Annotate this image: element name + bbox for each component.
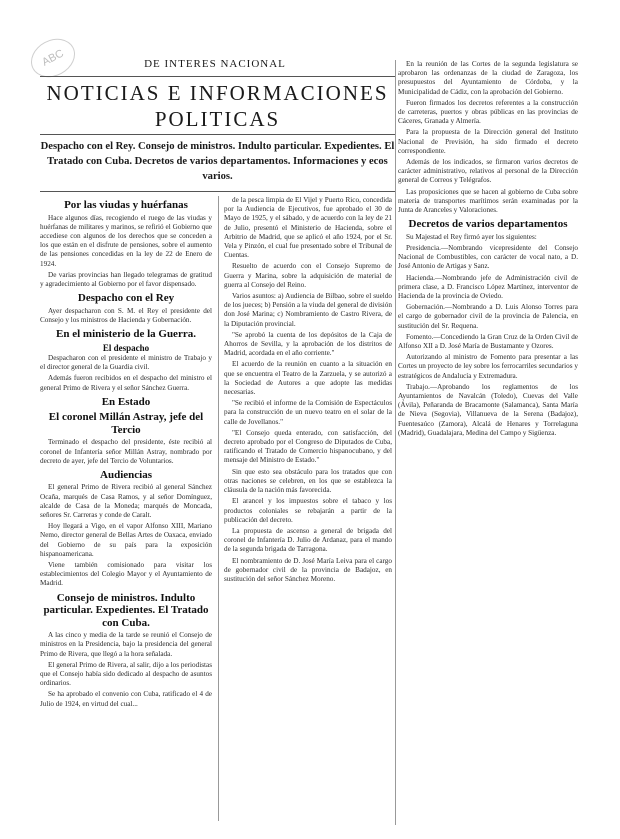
article-paragraph: Fomento.—Concediendo la Gran Cruz de la Orden Civil de Alfonso XII a D. José María de Bustamante y Ozores. bbox=[398, 332, 578, 350]
section-heading: DE INTERES NACIONAL bbox=[144, 58, 286, 70]
article-paragraph: La propuesta de ascenso a general de brigada del coronel de Infantería D. Julio de Ardanaz, para el mando de la segunda brigada de Tarragona. bbox=[224, 526, 392, 554]
article-paragraph: Además fueron recibidos en el despacho del ministro el general Primo de Rivera y el señor Sánchez Guerra. bbox=[40, 374, 212, 392]
column-2 bbox=[224, 196, 392, 826]
title-rule-top bbox=[40, 76, 395, 77]
article-paragraph: Viene también comisionado para visitar los establecimientos del Colegio Mayor y el Ayuntamiento de Madrid. bbox=[40, 561, 212, 588]
article-paragraph: Varios asuntos: a) Audiencia de Bilbao, sobre el sueldo de los jueces; b) Pensión a la viuda del general de división don José Marina; c) Nombramiento de Castro Rivera, de la Diputación provincial. bbox=[224, 292, 392, 328]
article-paragraph: Se ha aprobado el convenio con Cuba, ratificado el 4 de Julio de 1924, en virtud del cual... bbox=[40, 690, 212, 708]
article-paragraph: "Se recibió el informe de la Comisión de Espectáculos para la construcción de un nuevo teatro en el solar de la calle de Jovellanos." bbox=[224, 399, 392, 426]
article-paragraph: Ayer despacharon con S. M. el Rey el presidente del Consejo y los ministros de Hacienda y Gobernación. bbox=[40, 306, 212, 324]
article-paragraph: Despacharon con el presidente el ministro de Trabajo y el director general de la Guardia civil. bbox=[40, 354, 212, 372]
article-paragraph: El general Primo de Rivera recibió al general Sánchez Ocaña, marqués de Casa Ramos, y al señor Domínguez, alcalde de Casa de la Moneda; marqués de Moncada, señores Sr. Carreras y conde de Caralt. bbox=[40, 483, 212, 520]
article-paragraph: Presidencia.—Nombrando vicepresidente del Consejo Nacional de Combustibles, con carácter de vocal nato, a D. José Antonio de Artigas y Sanz. bbox=[398, 243, 578, 271]
article-paragraph: Fueron firmados los decretos referentes a la construcción de carreteras, puertos y obras públicas en las provincias de Cáceres, Granada y Almería. bbox=[398, 98, 578, 126]
article-paragraph: "Se aprobó la cuenta de los depósitos de la Caja de Ahorros de Sevilla, y la aprobación de los distritos de Madrid, acordada en el año corriente." bbox=[224, 330, 392, 358]
article-paragraph: Además de los indicados, se firmaron varios decretos de carácter administrativo, relativos al personal de la Dirección general de Correos y Telégrafos. bbox=[398, 158, 578, 185]
article-paragraph: El general Primo de Rivera, al salir, dijo a los periodistas que el Consejo había sido dedicado al despacho de asuntos ordinarios. bbox=[40, 660, 212, 688]
heading-viudas: Por las viudas y huérfanas bbox=[64, 199, 188, 211]
heading-despacho-rey: Despacho con el Rey bbox=[77, 292, 175, 305]
column-1 bbox=[40, 196, 212, 821]
article-paragraph: El acuerdo de la reunión en cuanto a la situación en que se encuentra el Teatro de la Zarzuela, y se autorizó a la Sociedad de Autores a que adopte las medidas necesarias. bbox=[224, 360, 392, 397]
article-summary: Despacho con el Rey. Consejo de ministros. Indulto particular. Expedientes. El Tratado con Cuba. Decretos de varios departamentos. Informaciones y ecos varios. bbox=[40, 141, 395, 182]
article-paragraph: A las cinco y media de la tarde se reunió el Consejo de ministros en la Presidencia, bajo la presidencia del general Primo de Rivera, que llegó a la hora señalada. bbox=[40, 631, 212, 658]
article-paragraph: Resuelto de acuerdo con el Consejo Supremo de Guerra y Marina, sobre la adquisición de material de guerra al Consejo del Reino. bbox=[224, 262, 392, 289]
watermark-logo: ABC bbox=[24, 31, 82, 84]
heading-millan-astray: El coronel Millán Astray, jefe del Tercio bbox=[48, 411, 204, 436]
article-paragraph: Sin que esto sea obstáculo para los tratados que con otras naciones se celebren, en los que se establezca la cláusula de la nación más favorecida. bbox=[224, 467, 392, 495]
page-title: NOTICIAS E INFORMACIONES POLITICAS bbox=[46, 81, 389, 131]
article-paragraph: Trabajo.—Aprobando los reglamentos de los Ayuntamientos de Navalcán (Toledo), Cuevas del Valle (Ávila), Peñaranda de Bracamonte (Salamanca), Santa María de Nieva (Segovia), Villanueva de la Serena (Badajoz), Fuentesaúco (Zamora), Alcalá de Henares y Torrelaguna (Madrid), Guadalajara, Medina del Campo y Sigüenza. bbox=[398, 382, 578, 437]
article-paragraph: Terminado el despacho del presidente, éste recibió al coronel de Infantería señor Millán Astray, nombrado por decreto de ayer, jefe del Tercio de Voluntarios. bbox=[40, 438, 212, 465]
heading-en-estado: En Estado bbox=[101, 395, 151, 408]
article-paragraph: De varias provincias han llegado telegramas de gratitud y agradecimiento al Gobierno por el favor dispensado. bbox=[40, 270, 212, 288]
heading-el-despacho: El despacho bbox=[102, 342, 150, 353]
article-paragraph: de la pesca limpia de El Vijel y Puerto Rico, concedida por la Audiencia de Ejecutivos, fue aprobado el 30 de Mayo de 1925, y el sábado, y de acuerdo con la ley de 21 de Julio, presentó el Ministerio de Hacienda, sobre el Arbitrio de Madrid, que se aplicó el año 1924, por el Sr. Vela y Pinzón, el cual fue presentado sobre el Tribunal de Cuentas. bbox=[224, 196, 392, 260]
title-rule-bottom bbox=[40, 134, 395, 135]
article-paragraph: Hace algunos días, recogiendo el ruego de las viudas y huérfanas de militares y marinos, se refirió el Gobierno que accediese con algunos de los derechos que se conceden a los que están en el disfrute de pensiones, sobre el aumento de las pensiones concedidas en la ley de 22 de Enero de 1924. bbox=[40, 213, 212, 268]
article-paragraph: El nombramiento de D. José María Leiva para el cargo de gobernador civil de la provincia de Badajoz, en sustitución del señor Sánchez Moreno. bbox=[224, 556, 392, 583]
article-paragraph: Su Majestad el Rey firmó ayer los siguientes: bbox=[406, 232, 537, 241]
article-paragraph: El arancel y los impuestos sobre el tabaco y los productos coloniales se rebajarán a partir de la publicación del decreto. bbox=[224, 497, 392, 524]
summary-rule bbox=[40, 191, 395, 192]
article-paragraph: En la reunión de las Cortes de la segunda legislatura se aprobaron las ordenanzas de la ciudad de Zaragoza, los presupuestos del Ayuntamiento de Córdoba, y la Municipalidad de Cádiz, con la aprobación del Gobierno. bbox=[398, 60, 578, 96]
heading-decretos: Decretos de varios departamentos bbox=[408, 218, 568, 231]
column-divider-1 bbox=[218, 196, 219, 821]
heading-consejo-ministros: Consejo de ministros. Indulto particular. Expedientes. El Tratado con Cuba. bbox=[43, 591, 209, 629]
article-paragraph: Gobernación.—Nombrando a D. Luis Alonso Torres para el cargo de gobernador civil de la provincia de Palencia, en sustitución del Sr. Requena. bbox=[398, 303, 578, 330]
heading-ministerio-guerra: En el ministerio de la Guerra. bbox=[56, 328, 196, 341]
column-divider-2 bbox=[395, 60, 396, 825]
article-paragraph: Autorizando al ministro de Fomento para presentar a las Cortes un proyecto de ley sobre los ferrocarriles secundarios y estratégicos de Andalucía y Extremadura. bbox=[398, 353, 578, 380]
article-paragraph: Hacienda.—Nombrando jefe de Administración civil de primera clase, a D. Francisco López Martínez, interventor de Hacienda de la provincia de Oviedo. bbox=[398, 273, 578, 300]
article-paragraph: Hoy llegará a Vigo, en el vapor Alfonso XIII, Mariano Nemo, director general de Bellas Artes de Oaxaca, enviado del Gobierno de su país para la exposición hispanoamericana. bbox=[40, 522, 212, 558]
article-paragraph: Para la propuesta de la Dirección general del Instituto Nacional de Previsión, ha sido firmado el decreto correspondiente. bbox=[398, 128, 578, 155]
heading-audiencias: Audiencias bbox=[100, 468, 152, 481]
article-paragraph: Las proposiciones que se hacen al gobierno de Cuba sobre materia de transportes marítimos serán examinadas por la Junta de Aranceles y Valoraciones. bbox=[398, 187, 578, 215]
article-paragraph: "El Consejo queda enterado, con satisfacción, del decreto aprobado por el Congreso de Diputados de Cuba, ratificando el Tratado de Comercio hispanocubano, y del mensaje del Ministro de Estado." bbox=[224, 428, 392, 465]
column-3 bbox=[398, 60, 578, 830]
